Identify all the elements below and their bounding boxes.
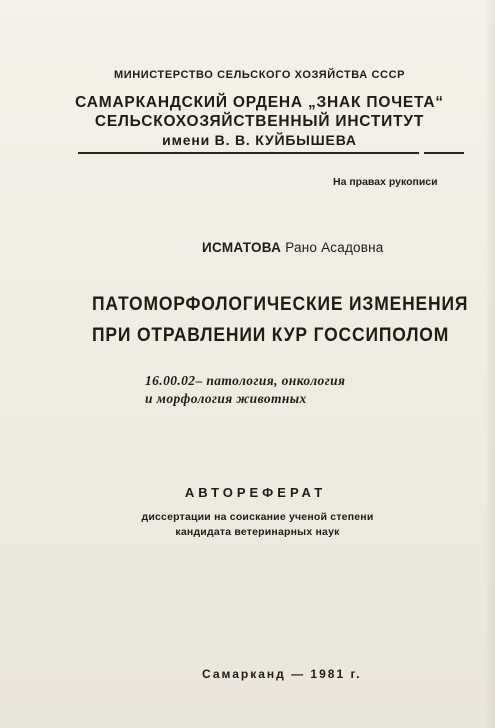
manuscript-rights-note: На правах рукописи xyxy=(333,176,438,188)
author-given-names: Рано Асадовна xyxy=(285,240,384,255)
institute-name-line-2: СЕЛЬСКОХОЗЯЙСТВЕННЫЙ ИНСТИТУТ xyxy=(94,113,425,130)
place-and-year: Самарканд — 1981 г. xyxy=(202,667,362,681)
header-divider xyxy=(78,152,419,154)
dissertation-purpose-line-2: кандидата ветеринарных наук xyxy=(175,526,340,538)
thesis-title-line-1: ПАТОМОРФОЛОГИЧЕСКИЕ ИЗМЕНЕНИЯ xyxy=(92,294,469,315)
header-divider-segment xyxy=(424,152,464,154)
specialty-line-2: и морфология животных xyxy=(145,391,307,406)
institute-name-line-3: имени В. В. КУЙБЫШЕВА xyxy=(162,132,357,148)
thesis-title-line-2: ПРИ ОТРАВЛЕНИИ КУР ГОССИПОЛОМ xyxy=(92,325,450,346)
ministry-name: МИНИСТЕРСТВО СЕЛЬСКОГО ХОЗЯЙСТВА СССР xyxy=(113,69,406,81)
author-surname: ИСМАТОВА xyxy=(202,240,282,255)
document-type: АВТОРЕФЕРАТ xyxy=(184,485,327,500)
specialty-line-1: 16.00.02– патология, онкология xyxy=(145,373,346,388)
author-name xyxy=(202,240,383,255)
institute-name-line-1: САМАРКАНДСКИЙ ОРДЕНА „ЗНАК ПОЧЕТА“ xyxy=(75,94,444,111)
dissertation-purpose-line-1: диссертации на соискание ученой степени xyxy=(141,511,374,523)
